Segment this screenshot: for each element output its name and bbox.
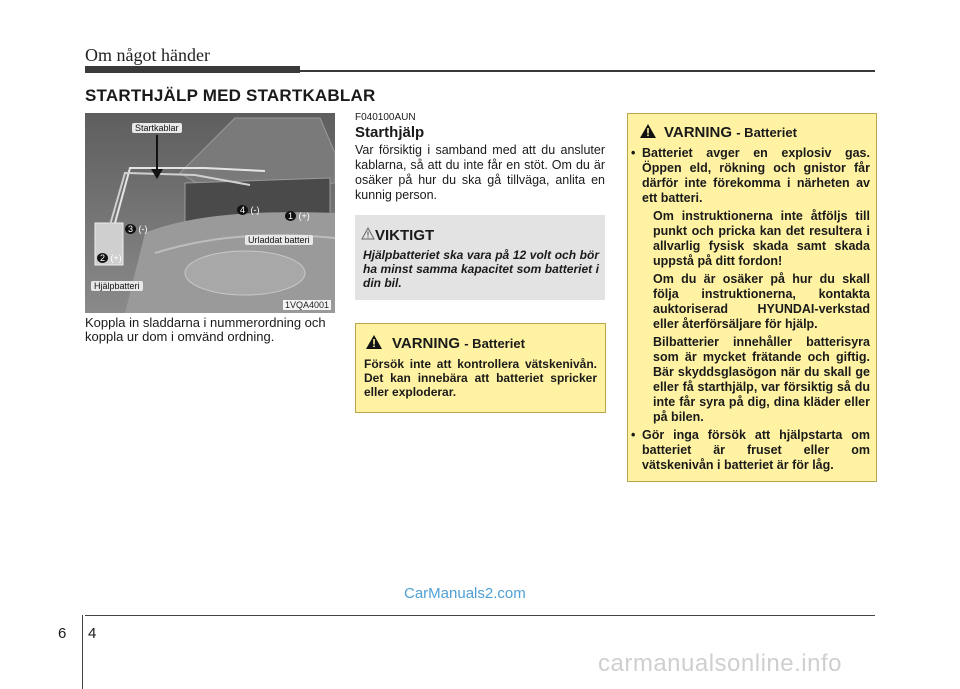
- page-header-title: Om något händer: [85, 45, 210, 65]
- warning-small-text: Försök inte att kontrollera vätskenivån. Det kan innebära att batteriet spricker eller exploderar.: [364, 357, 597, 399]
- procedure-text: Var försiktig i samband med att du ansluter kablarna, så att du inte får en stöt. Om du är osäker på hur du ska gå tillväga, anlita en kunnig person.: [355, 143, 605, 202]
- warning-paragraph: Om du är osäker på hur du skall följa instruktionerna, kontakta auktoriserad HYUNDAI-verkstad eller återförsäljare för hjälp.: [653, 272, 870, 331]
- warning-small-label: VARNING: [392, 335, 461, 352]
- warning-large-title: [664, 124, 797, 141]
- important-box: [355, 215, 605, 300]
- footer-rule: [85, 615, 875, 616]
- watermark-link[interactable]: CarManuals2.com: [404, 585, 526, 602]
- marker-4: 4 (-): [237, 205, 260, 215]
- warning-triangle-icon: [366, 335, 382, 349]
- warning-list: [632, 146, 870, 476]
- important-title: VIKTIGT: [375, 227, 435, 244]
- important-text: Hjälpbatteriet ska vara på 12 volt och bör ha minst samma kapacitet som batteriet i din bil.: [363, 248, 599, 290]
- jump-start-figure: [85, 113, 335, 313]
- warning-box-small: [355, 323, 606, 413]
- caution-outline-icon: [361, 227, 375, 240]
- warning-paragraph: • Batteriet avger en explosiv gas. Öppen eld, rökning och gnistor får därför inte förekomma i närheten av ett batteri.: [642, 146, 870, 205]
- procedure-heading: Starthjälp: [355, 124, 425, 141]
- figure-label-donor-battery: Hjälpbatteri: [91, 281, 143, 291]
- warning-paragraph: • Gör inga försök att hjälpstarta om batteriet är fruset eller om vätskenivån i batteriet är för låg.: [642, 428, 870, 472]
- warning-bullet-1: [632, 146, 870, 425]
- page-number: 4: [88, 625, 97, 642]
- marker-3: 3 (-): [125, 224, 148, 234]
- figure-label-dead-battery: Urladdat batteri: [245, 235, 313, 245]
- procedure-code: F040100AUN: [355, 112, 416, 123]
- warning-paragraph: Bilbatterier innehåller batterisyra som är mycket frätande och giftig. Bär skyddsglasögon när du skall ge eller få starthjälp, var försiktig så du inte får syra på dig, dina kläder eller på bilen.: [653, 335, 870, 424]
- marker-2: 2 (+): [97, 253, 122, 263]
- site-watermark: carmanualsonline.info: [598, 650, 842, 677]
- warning-small-title: [392, 335, 525, 352]
- figure-caption: Koppla in sladdarna i nummerordning och koppla ur dom i omvänd ordning.: [85, 315, 326, 344]
- marker-1: 1 (+): [285, 211, 310, 221]
- header-rule: [300, 70, 875, 72]
- warning-paragraph: Om instruktionerna inte åtföljs till punkt och pricka kan det resultera i allvarlig fysisk skada samt skada uppstå på ditt fordon!: [653, 209, 870, 268]
- warning-small-subtitle: - Batteriet: [464, 336, 525, 351]
- warning-large-subtitle: - Batteriet: [736, 125, 797, 140]
- chapter-number: 6: [58, 625, 67, 642]
- figure-code: 1VQA4001: [284, 300, 329, 310]
- warning-triangle-icon: [640, 124, 656, 138]
- warning-box-large: [627, 113, 877, 482]
- footer-divider: [82, 615, 83, 689]
- section-title: STARTHJÄLP MED STARTKABLAR: [85, 86, 376, 105]
- figure-label-cables: Startkablar: [132, 123, 182, 133]
- warning-large-label: VARNING: [664, 124, 733, 141]
- header-bar: [85, 66, 300, 73]
- warning-bullet-2: [632, 428, 870, 473]
